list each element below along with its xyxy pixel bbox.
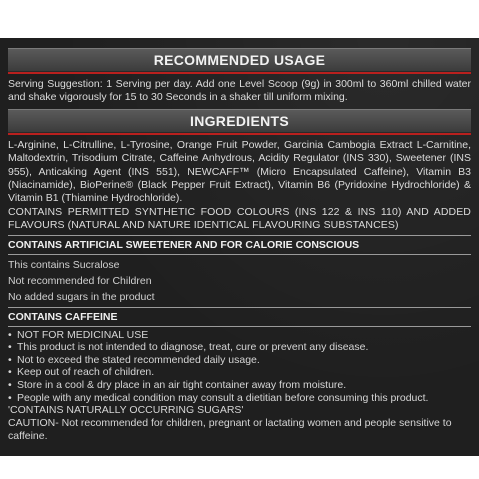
list-item: • Store in a cool & dry place in an air tight container away from moisture. [8, 379, 471, 392]
recommended-usage-header: RECOMMENDED USAGE [8, 48, 471, 72]
list-item: • This product is not intended to diagnose, treat, cure or prevent any disease. [8, 341, 471, 354]
label-panel [0, 38, 479, 456]
list-item: • Not to exceed the stated recommended daily usage. [8, 354, 471, 367]
divider [8, 235, 471, 236]
list-item: • NOT FOR MEDICINAL USE [8, 329, 471, 342]
list-item: • People with any medical condition may consult a dietitian before consuming this product. [8, 392, 471, 405]
caffeine-warnings-list [8, 329, 471, 405]
divider [8, 307, 471, 308]
sweetener-line: No added sugars in the product [8, 290, 155, 303]
list-item: • Keep out of reach of children. [8, 366, 471, 379]
sweetener-heading: CONTAINS ARTIFICIAL SWEETENER AND FOR CALORIE CONSCIOUS [8, 238, 360, 251]
serving-suggestion-text: Serving Suggestion: 1 Serving per day. Add one Level Scoop (9g) in 300ml to 360ml chilled water and shake vigorously for 15 to 30 Seconds in a shaker till uniform mixing. [8, 78, 471, 104]
sweetener-line: Not recommended for Children [8, 274, 152, 287]
divider [8, 326, 471, 327]
colours-notice: CONTAINS PERMITTED SYNTHETIC FOOD COLOURS (INS 122 & INS 110) AND ADDED FLAVOURS (NATURAL AND NATURE IDENTICAL FLAVOURING SUBSTANCES) [8, 205, 471, 232]
ingredients-header: INGREDIENTS [8, 109, 471, 133]
sweetener-line: This contains Sucralose [8, 258, 120, 271]
ingredients-text: L-Arginine, L-Citrulline, L-Tyrosine, Orange Fruit Powder, Garcinia Cambogia Extract L-Carnitine, Maltodextrin, Trisodium Citrate, Caffeine Anhydrous, Acidity Regulator (INS 330), Sweetener (INS 955), Anticaking Agent (INS 551), NEWCAFF™ (Micro Encapsulated Caffeine), Vitamin B3 (Niacinamide), BioPerine® (Black Pepper Fruit Extract), Vitamin B6 (Pyridoxine Hydrochloride) & Vitamin B1 (Thiamine Hydrochloride). [8, 138, 471, 205]
naturally-occurring-sugars-note: 'CONTAINS NATURALLY OCCURRING SUGARS' [8, 404, 244, 417]
caution-text: CAUTION- Not recommended for children, pregnant or lactating women and people sensitive to caffeine. [8, 417, 452, 443]
caffeine-heading: CONTAINS CAFFEINE [8, 310, 118, 323]
divider [8, 254, 471, 255]
